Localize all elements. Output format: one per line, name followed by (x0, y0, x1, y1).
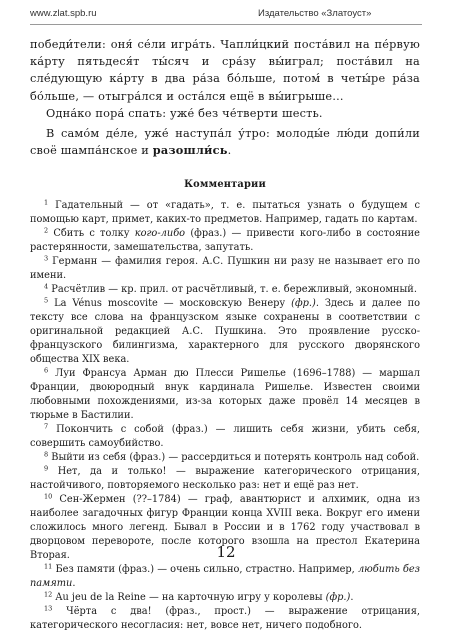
comment-note (30, 367, 420, 423)
note-number: 6 (44, 366, 49, 375)
header-publisher: Издательство «Златоуст» (258, 8, 372, 19)
note-text-end: (фраз.) — привести кого-либо в состояние растерянности, замешательства, запутать. (30, 228, 420, 253)
note-text: Германн — фамилия героя. А.С. Пушкин ни разу не называет его по имени. (30, 256, 420, 281)
note-italic-text: любить без памяти (30, 564, 420, 589)
note-text: Au jeu de la Reine — на карточную игру у королевы (55, 592, 326, 603)
paragraph-3-end: . (227, 144, 232, 158)
note-text: Покончить с собой (фраз.) — лишить себя жизни, убить себя, совершить самоубийство. (30, 424, 420, 449)
note-text: Расчётлив — кр. прил. от расчётливый, т. е. бережливый, экономный. (51, 284, 417, 295)
comment-note (30, 199, 420, 227)
comment-note (30, 563, 420, 591)
comment-note (30, 297, 420, 367)
note-text: Луи Франсуа Арман дю Плесси Ришелье (1696–1788) — маршал Франции, двоюродный внук кардинала Ришелье. Известен своими любовными похождениями, из-за которых даже провёл 14 месяцев в тюрьме в Бастилии. (30, 368, 420, 421)
note-text-end: . Здесь и далее по тексту все слова на французском языке сохранены в соответствии с оригинальной редакцией А.С. Пушкина. Это проявление русско-французского билингизма, характерного для русского дворянского общества XIX века. (30, 298, 420, 365)
header-divider (30, 24, 422, 25)
comments-heading: Комментарии (184, 179, 266, 190)
comment-note (30, 255, 420, 283)
comment-note (30, 605, 420, 633)
note-text: Чёрта с два! (фраз., прост.) — выражение отрицания, категорического несогласия: нет, вовсе нет, ничего подобного. (30, 606, 421, 631)
note-text: Нет, да и только! — выражение категорического отрицания, настойчивого, повторяемого несколько раз: нет и ещё раз нет. (30, 466, 420, 491)
comment-note (30, 451, 420, 465)
note-number: 1 (44, 198, 49, 207)
comment-note (30, 591, 420, 605)
header-site-url: www.zlat.spb.ru (30, 8, 97, 19)
note-text-end: . (72, 578, 76, 589)
note-number: 5 (44, 296, 49, 305)
note-italic-text: (фр.) (325, 592, 351, 603)
paragraph-3-text: В само́м де́ле, уже́ наступа́л у́тро: молоды́е лю́ди допи́ли своё шампа́нское и (30, 127, 420, 158)
comment-note (30, 227, 420, 255)
note-text: Без памяти (фраз.) — очень сильно, страстно. Например, (55, 564, 358, 575)
note-text: Сен-Жермен (??–1784) — граф, авантюрист и алхимик, одна из наиболее загадочных фигур Франции конца XVIII века. Вокруг его имени сложилось много легенд. Бывал в России и в 1762 году участвовал в дворцовом перевороте, после которого взошла на престол Екатерина Вторая. (30, 494, 421, 561)
comment-note (30, 465, 420, 493)
note-text-end: . (350, 592, 354, 603)
note-number: 8 (44, 450, 49, 459)
note-italic-text: (фр.) (291, 298, 316, 309)
comment-note (30, 283, 420, 297)
note-number: 2 (44, 226, 49, 235)
paragraph-3-bold-word: разошли́сь (152, 143, 228, 158)
running-header (30, 8, 422, 24)
paragraph-3 (30, 125, 420, 159)
note-number: 13 (44, 604, 53, 613)
comments-list (30, 199, 420, 633)
note-number: 11 (44, 562, 53, 571)
note-number: 3 (44, 254, 49, 263)
note-italic-text: кого-либо (134, 228, 186, 239)
main-text (30, 36, 420, 159)
note-text: Выйти из себя (фраз.) — рассердиться и потерять контроль над собой. (51, 452, 420, 463)
note-number: 12 (44, 590, 53, 599)
note-number: 10 (44, 492, 53, 501)
note-number: 4 (44, 282, 49, 291)
note-text: La Vénus moscovite — московскую Венеру (54, 298, 292, 309)
comment-note (30, 423, 420, 451)
note-text: Гадательный — от «гадать», т. е. пытаться узнать о будущем с помощью карт, примет, каких-то предметов. Например, гадать по картам. (30, 200, 420, 225)
note-number: 7 (44, 422, 49, 431)
note-number: 9 (44, 464, 49, 473)
note-text: Сбить с толку (53, 228, 135, 239)
page-number: 12 (216, 543, 236, 561)
paragraph-2: Одна́ко пора́ спать: уже́ без че́тверти шесть. (46, 106, 323, 120)
paragraph-1: победи́тели: оня́ се́ли игра́ть. Чапли́цкий поста́вил на пе́рвую ка́рту пятьдеся́т ты́сяч и сра́зу вы́играл; поста́вил на сле́дующую ка́рту в два ра́за бо́льше, потом́ в четы́ре ра́за бо́льше, — отыгра́лся и оста́лся ещё в вы́игрыше… (30, 38, 420, 103)
